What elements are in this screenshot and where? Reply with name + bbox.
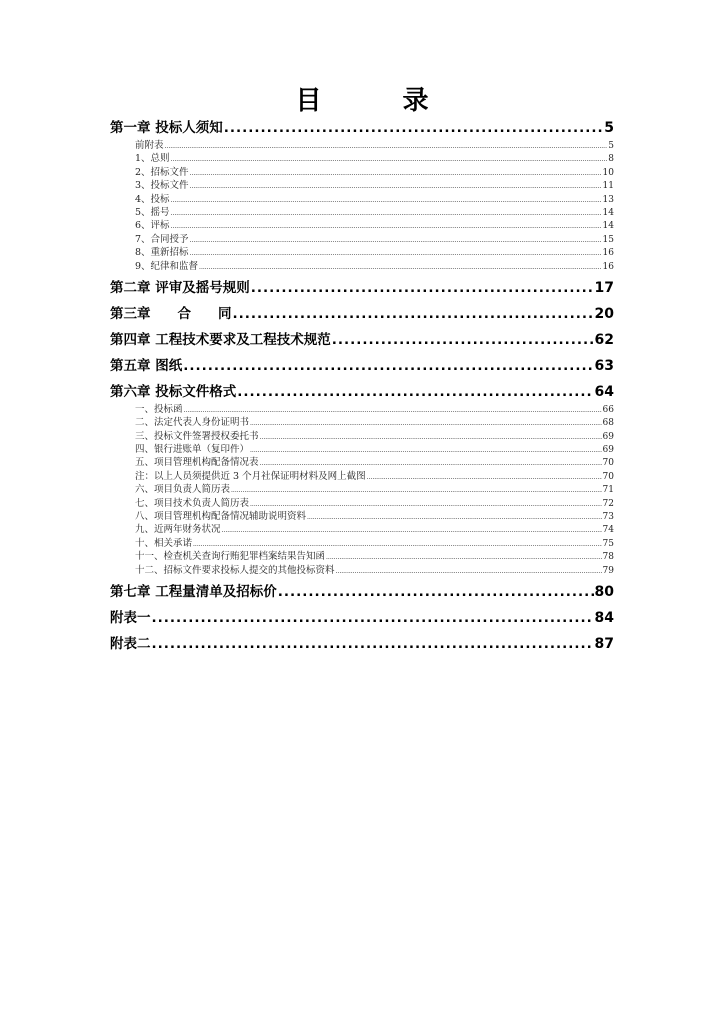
- toc-item[interactable]: [110, 456, 614, 469]
- dot-leader: [183, 355, 593, 377]
- toc-entry-label: 第六章 投标文件格式: [110, 383, 237, 400]
- toc-page-number: 5: [608, 141, 614, 151]
- toc-entry-label: 2、招标文件: [135, 166, 189, 178]
- toc-entry-label: 5、摇号: [135, 206, 170, 218]
- toc-page-number: 87: [594, 635, 614, 652]
- toc-entry-label: 第四章 工程技术要求及工程技术规范: [110, 331, 331, 348]
- toc-item[interactable]: [110, 246, 614, 259]
- dot-leader: [260, 456, 602, 469]
- toc-entry-label: 六、项目负责人简历表: [135, 484, 231, 496]
- toc-entry-label: 6、评标: [135, 220, 170, 232]
- dot-leader: [250, 443, 602, 456]
- dot-leader: [367, 470, 602, 483]
- toc-entry-label: 前附表: [135, 140, 164, 151]
- toc-page-number: 73: [602, 512, 614, 523]
- toc-page-number: 84: [594, 609, 614, 626]
- toc-entry-label: 附表二: [110, 635, 151, 652]
- toc-entry-label: 九、近两年财务状况: [135, 524, 221, 536]
- toc-item[interactable]: [110, 166, 614, 179]
- dot-leader: [222, 523, 602, 536]
- dot-leader: [260, 430, 602, 443]
- toc-entry-label: 十一、检查机关查询行贿犯罪档案结果告知函: [135, 551, 326, 563]
- toc-page-number: 70: [602, 458, 614, 469]
- dot-leader: [165, 139, 608, 152]
- toc-entry-label: 八、项目管理机构配备情况辅助说明资料: [135, 511, 307, 523]
- dot-leader: [336, 564, 602, 577]
- dot-leader: [224, 117, 604, 139]
- toc-entry-label: 第二章 评审及摇号规则: [110, 279, 250, 296]
- toc-item[interactable]: [110, 483, 614, 496]
- toc-page-number: 79: [602, 565, 614, 576]
- dot-leader: [193, 537, 602, 550]
- toc-item[interactable]: [110, 443, 614, 456]
- dot-leader: [332, 329, 594, 351]
- toc-page-number: 10: [602, 167, 614, 178]
- toc-entry-label: 第三章 合 同: [110, 305, 232, 322]
- toc-page-number: 15: [602, 234, 614, 245]
- toc-entry-label: 4、投标: [135, 193, 170, 205]
- toc-item[interactable]: [110, 470, 614, 483]
- toc-entry-label: 十二、招标文件要求投标人提交的其他投标资料: [135, 564, 335, 576]
- toc-item[interactable]: [110, 139, 614, 152]
- dot-leader: [190, 246, 602, 259]
- page-title: 目 录: [295, 86, 465, 116]
- dot-leader: [171, 206, 602, 219]
- toc-entry-label: 第一章 投标人须知: [110, 120, 223, 136]
- dot-leader: [233, 303, 594, 325]
- toc-item[interactable]: [110, 260, 614, 273]
- toc-page-number: 8: [608, 154, 614, 165]
- toc-entry-label: 第七章 工程量清单及招标价: [110, 583, 277, 600]
- dot-leader: [152, 633, 594, 655]
- toc-entry-label: 七、项目技术负责人简历表: [135, 497, 250, 509]
- toc-entry-label: 五、项目管理机构配备情况表: [135, 457, 259, 469]
- toc-entry-label: 附表一: [110, 609, 151, 626]
- dot-leader: [307, 510, 602, 523]
- toc-entry-label: 9、纪律和监督: [135, 260, 199, 272]
- toc-item[interactable]: [110, 430, 614, 443]
- dot-leader: [171, 152, 608, 165]
- toc-page-number: 69: [602, 445, 614, 456]
- dot-leader: [250, 497, 602, 510]
- toc-chapter-3[interactable]: [110, 303, 614, 325]
- toc-item[interactable]: [110, 206, 614, 219]
- toc-page-number: 78: [602, 552, 614, 563]
- dot-leader: [190, 166, 602, 179]
- toc-item[interactable]: [110, 193, 614, 206]
- toc-chapter-7[interactable]: [110, 581, 614, 603]
- dot-leader: [190, 179, 602, 192]
- dot-leader: [199, 260, 602, 273]
- toc-page-number: 16: [602, 248, 614, 259]
- toc-item[interactable]: [110, 179, 614, 192]
- toc-item[interactable]: [110, 523, 614, 536]
- toc-item[interactable]: [110, 510, 614, 523]
- toc-entry-label: 十、相关承诺: [135, 537, 193, 549]
- toc-page-number: 64: [594, 383, 614, 400]
- dot-leader: [171, 219, 602, 232]
- toc-page-number: 72: [602, 498, 614, 509]
- toc-chapter-5[interactable]: [110, 355, 614, 377]
- toc-page-number: 63: [594, 357, 614, 374]
- toc-item[interactable]: [110, 550, 614, 563]
- toc-page-number: 70: [602, 471, 614, 482]
- toc-item[interactable]: [110, 537, 614, 550]
- toc-chapter-4[interactable]: [110, 329, 614, 351]
- toc-item[interactable]: [110, 152, 614, 165]
- dot-leader: [184, 403, 602, 416]
- table-of-contents: [110, 117, 614, 655]
- toc-item[interactable]: [110, 233, 614, 246]
- toc-page-number: 62: [594, 331, 614, 348]
- toc-item[interactable]: [110, 497, 614, 510]
- toc-chapter-6[interactable]: [110, 381, 614, 403]
- toc-page-number: 71: [602, 485, 614, 496]
- dot-leader: [190, 233, 602, 246]
- dot-leader: [278, 581, 594, 603]
- dot-leader: [237, 381, 593, 403]
- toc-page-number: 14: [602, 221, 614, 232]
- toc-chapter-2[interactable]: [110, 277, 614, 299]
- toc-item[interactable]: [110, 403, 614, 416]
- toc-page-number: 5: [604, 120, 614, 136]
- toc-page-number: 68: [602, 418, 614, 429]
- toc-page-number: 14: [602, 207, 614, 218]
- dot-leader: [250, 416, 602, 429]
- toc-entry-label: 7、合同授予: [135, 233, 189, 245]
- dot-leader: [251, 277, 594, 299]
- toc-entry-label: 第五章 图纸: [110, 357, 183, 374]
- toc-page-number: 16: [602, 261, 614, 272]
- toc-page-number: 66: [602, 404, 614, 415]
- toc-appendix-1[interactable]: [110, 607, 614, 629]
- toc-item[interactable]: [110, 416, 614, 429]
- toc-entry-label: 注：以上人员须提供近 3 个月社保证明材料及网上截图: [135, 470, 366, 482]
- toc-page-number: 74: [602, 525, 614, 536]
- toc-page-number: 17: [594, 279, 614, 296]
- dot-leader: [326, 550, 602, 563]
- toc-item[interactable]: [110, 219, 614, 232]
- toc-page-number: 75: [602, 538, 614, 549]
- toc-page-number: 13: [602, 194, 614, 205]
- toc-page-number: 11: [602, 181, 614, 192]
- dot-leader: [231, 483, 602, 496]
- toc-page-number: 69: [602, 431, 614, 442]
- dot-leader: [152, 607, 594, 629]
- dot-leader: [171, 193, 602, 206]
- toc-page-number: 20: [594, 305, 614, 322]
- toc-entry-label: 二、法定代表人身份证明书: [135, 417, 250, 429]
- toc-entry-label: 一、投标函: [135, 403, 183, 415]
- toc-item[interactable]: [110, 564, 614, 577]
- toc-entry-label: 8、重新招标: [135, 247, 189, 259]
- toc-entry-label: 3、投标文件: [135, 180, 189, 192]
- toc-entry-label: 1、总则: [135, 153, 170, 165]
- toc-entry-label: 三、投标文件签署授权委托书: [135, 430, 259, 442]
- toc-appendix-2[interactable]: [110, 633, 614, 655]
- toc-page-number: 80: [594, 583, 614, 600]
- toc-entry-label: 四、银行进账单（复印件）: [135, 444, 250, 456]
- toc-chapter-1[interactable]: [110, 117, 614, 139]
